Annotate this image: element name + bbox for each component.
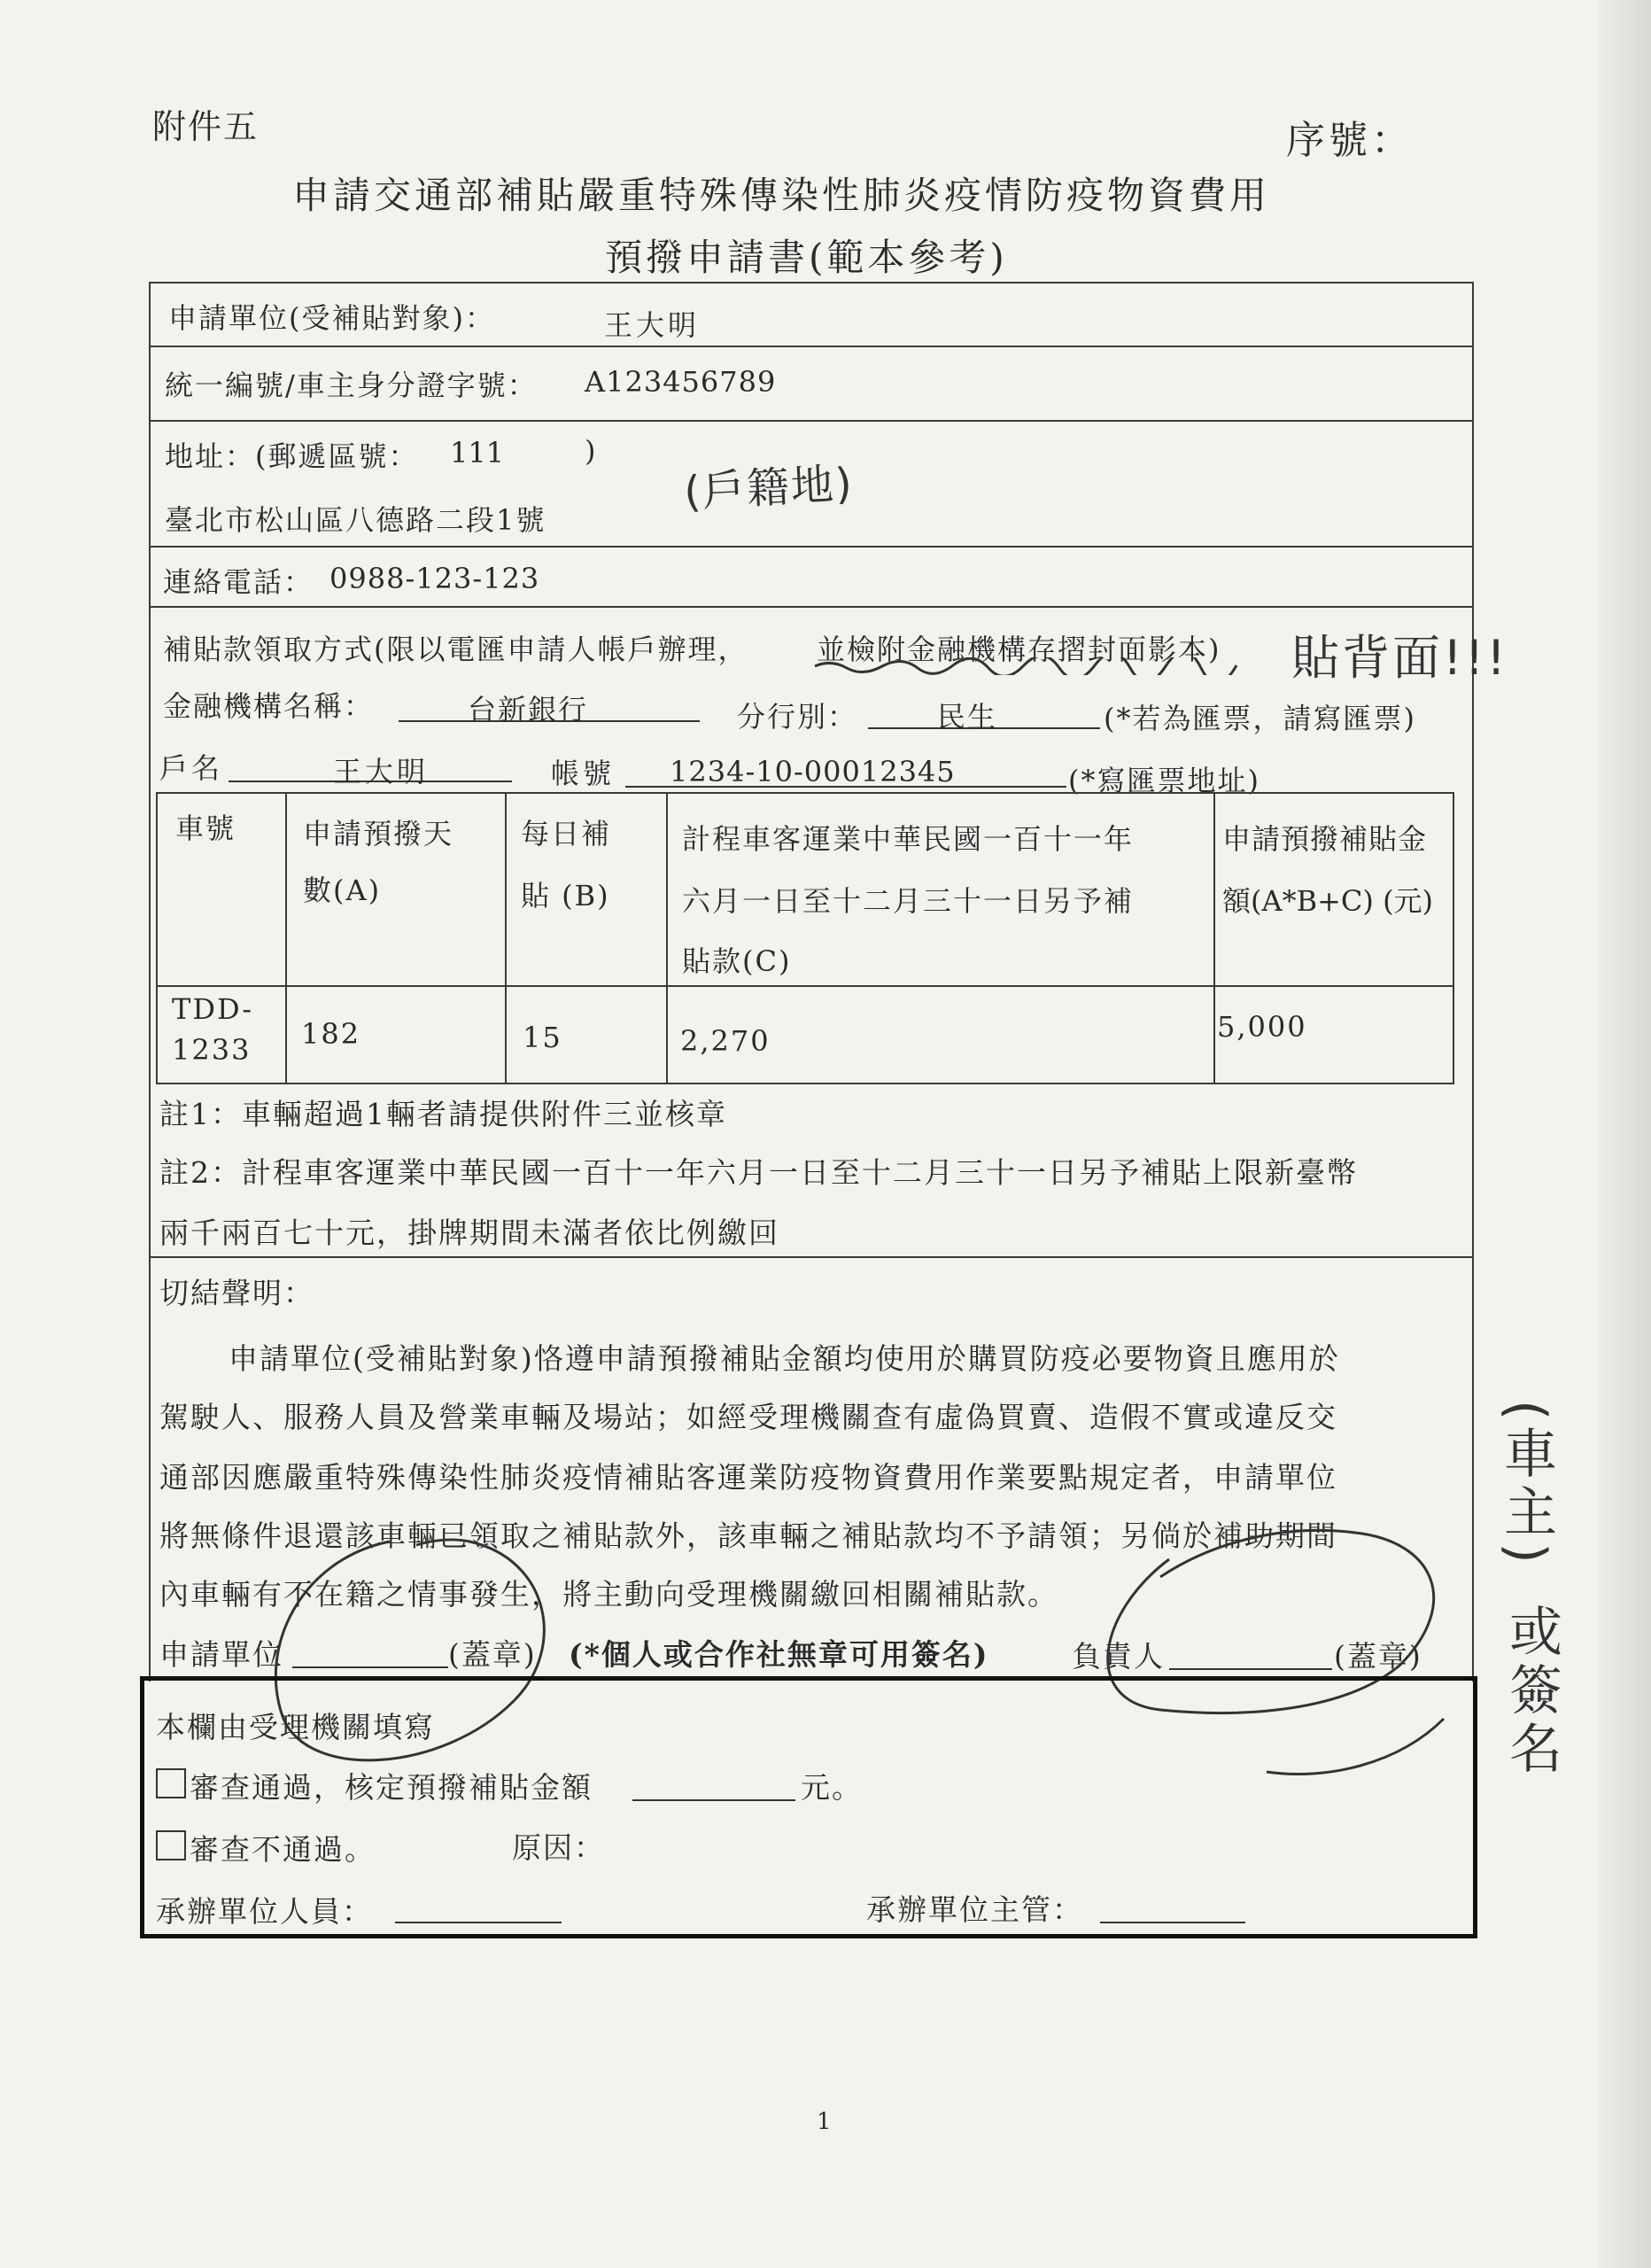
- approved-amount-line: [632, 1798, 795, 1801]
- header-days-line-1: 申請預撥天: [303, 817, 454, 850]
- declaration-line-3: 通部因應嚴重特殊傳染性肺炎疫情補貼客運業防疫物資費用作業要點規定者，申請單位: [159, 1460, 1337, 1495]
- approved-checkbox[interactable]: [156, 1768, 186, 1798]
- staff-line: [395, 1921, 562, 1923]
- supervisor-label: 承辦單位主管：: [866, 1892, 1083, 1927]
- account-number-value: 1234-10-00012345: [670, 755, 956, 788]
- row-divider: [149, 606, 1474, 608]
- seal-label: (蓋章): [448, 1637, 537, 1672]
- address-value: 臺北市松山區八德路二段1號: [165, 503, 546, 537]
- title-line-1: 申請交通部補貼嚴重特殊傳染性肺炎疫情防疫物資費用: [292, 174, 1271, 217]
- form-left-border: [149, 282, 151, 1682]
- branch-note: (*若為匯票，請寫匯票): [1104, 702, 1416, 735]
- table-col-divider: [285, 792, 287, 1083]
- page-edge-shadow: [1598, 0, 1651, 2268]
- header-daily-line-2: 貼 (B): [521, 879, 610, 913]
- signature-note: (*個人或合作社無章可用簽名): [569, 1637, 989, 1672]
- page-number: 1: [817, 2109, 832, 2135]
- payment-handwritten-note: 貼背面!!!: [1291, 630, 1508, 686]
- seal-label-2: (蓋章): [1334, 1639, 1422, 1674]
- phone-value: 0988-123-123: [329, 562, 540, 595]
- bank-name-value: 台新銀行: [468, 693, 589, 726]
- title-line-2: 預撥申請書(範本參考): [605, 236, 1008, 279]
- margin-handwritten-note-2: 或簽名: [1500, 1604, 1562, 1779]
- header-extra-line-1: 計程車客運業中華民國一百十一年: [682, 822, 1135, 856]
- rejected-checkbox[interactable]: [156, 1830, 186, 1860]
- responsible-person-label: 負責人: [1072, 1639, 1165, 1674]
- declaration-line-5: 內車輛有不在籍之情事發生，將主動向受理機關繳回相關補貼款。: [159, 1577, 1058, 1612]
- account-number-label: 帳號: [551, 757, 616, 790]
- header-total-line-2: 額(A*B+C) (元): [1222, 884, 1434, 918]
- cell-total: 5,000: [1217, 1010, 1307, 1044]
- phone-label: 連絡電話：: [163, 565, 314, 599]
- address-label: 地址：(郵遞區號：: [165, 439, 419, 473]
- supervisor-line: [1100, 1921, 1245, 1923]
- attachment-label: 附件五: [152, 107, 260, 146]
- header-plate: 車號: [175, 812, 236, 845]
- address-close-paren: ): [585, 434, 596, 468]
- id-label: 統一編號/車主身分證字號：: [165, 369, 538, 402]
- branch-label: 分行別：: [737, 700, 858, 734]
- sign-unit-label: 申請單位: [159, 1637, 283, 1672]
- table-col-divider: [666, 792, 668, 1083]
- cell-plate-line-1: TDD-: [172, 992, 254, 1026]
- cell-daily: 15: [523, 1021, 562, 1054]
- declaration-heading: 切結聲明：: [159, 1276, 314, 1310]
- office-use-heading: 本欄由受理機關填寫: [156, 1710, 435, 1744]
- serial-number-label: 序號：: [1286, 118, 1414, 163]
- header-extra-line-2: 六月一日至十二月三十一日另予補: [682, 884, 1135, 918]
- handwritten-underline: [813, 657, 1256, 675]
- account-note: (*寫匯票地址): [1068, 764, 1260, 797]
- cell-days: 182: [301, 1017, 361, 1051]
- row-divider: [149, 420, 1474, 422]
- margin-handwritten-note-1: (車主): [1495, 1400, 1557, 1569]
- account-name-label: 戶名: [159, 751, 224, 785]
- staff-label: 承辦單位人員：: [156, 1894, 373, 1929]
- address-handwritten-note: (戶籍地): [682, 459, 856, 517]
- approved-label: 審查通過，核定預撥補貼金額: [190, 1770, 593, 1805]
- approved-unit: 元。: [801, 1770, 863, 1805]
- cell-plate-line-2: 1233: [172, 1033, 252, 1067]
- header-daily-line-1: 每日補: [521, 817, 612, 850]
- header-extra-line-3: 貼款(C): [682, 944, 792, 978]
- form-right-border: [1472, 282, 1474, 1682]
- cell-extra: 2,270: [680, 1024, 771, 1058]
- payment-method-requirement: 並檢附金融機構存摺封面影本): [817, 633, 1221, 666]
- row-divider: [149, 546, 1474, 548]
- declaration-line-4: 將無條件退還該車輛已領取之補貼款外，該車輛之補貼款均不予請領；另倘於補助期間: [159, 1518, 1337, 1553]
- note-2-line-2: 兩千兩百七十元，掛牌期間未滿者依比例繳回: [159, 1216, 779, 1250]
- form-top-border: [149, 282, 1474, 284]
- table-col-divider: [1213, 792, 1215, 1083]
- note-1: 註1：車輛超過1輛者請提供附件三並核章: [159, 1097, 727, 1131]
- rejected-label: 審查不通過。: [190, 1832, 376, 1867]
- declaration-line-1: 申請單位(受補貼對象)恪遵申請預撥補貼金額均使用於購買防疫必要物資且應用於: [229, 1341, 1340, 1376]
- row-divider: [149, 1256, 1474, 1258]
- reason-label: 原因：: [512, 1830, 605, 1865]
- declaration-line-2: 駕駛人、服務人員及營業車輛及場站；如經受理機關查有虛偽買賣、造假不實或違反交: [159, 1400, 1337, 1434]
- note-2-line-1: 註2：計程車客運業中華民國一百十一年六月一日至十二月三十一日另予補貼上限新臺幣: [159, 1155, 1358, 1190]
- header-days-line-2: 數(A): [303, 874, 382, 907]
- id-value: A123456789: [585, 365, 777, 399]
- row-divider: [149, 346, 1474, 347]
- table-header-divider: [156, 985, 1453, 987]
- table-col-divider: [505, 792, 507, 1083]
- applicant-unit-value: 王大明: [604, 308, 701, 342]
- account-name-value: 王大明: [333, 755, 430, 788]
- postal-code-value: 111: [450, 436, 505, 470]
- bank-name-label: 金融機構名稱：: [163, 689, 375, 723]
- header-total-line-1: 申請預撥補貼金: [1222, 822, 1428, 856]
- payment-method-label: 補貼款領取方式(限以電匯申請人帳戶辦理，: [163, 633, 748, 666]
- applicant-unit-label: 申請單位(受補貼對象)：: [168, 301, 495, 335]
- branch-value: 民生: [937, 700, 998, 734]
